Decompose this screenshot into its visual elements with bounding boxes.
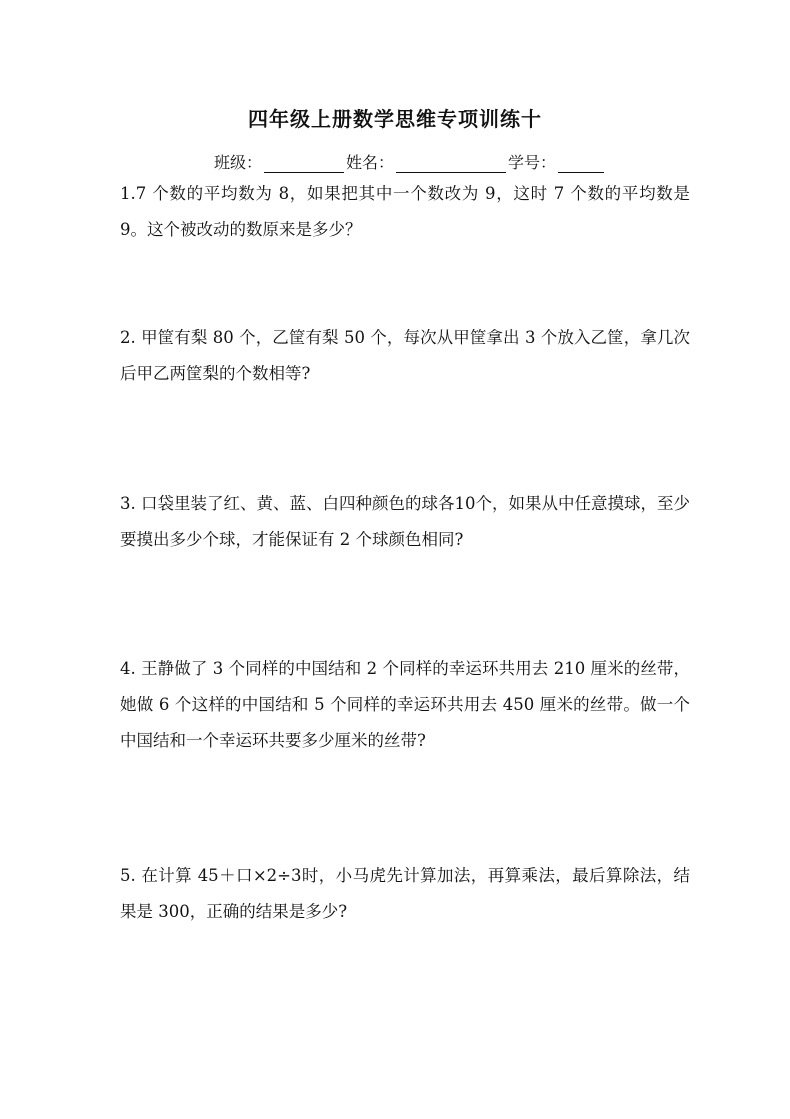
name-label: 姓名： <box>346 153 395 172</box>
question-3: 3. 口袋里装了红、黄、蓝、白四种颜色的球各10个，如果从中任意摸球，至少要摸出多少个球，才能保证有 2 个球颜色相同? <box>120 494 690 549</box>
question-1: 1.7 个数的平均数为 8，如果把其中一个数改为 9，这时 7 个数的平均数是 9。这个被改动的数原来是多少？ <box>120 184 690 239</box>
name-blank <box>396 154 506 173</box>
student-info-row <box>214 150 606 173</box>
question-4: 4. 王静做了 3 个同样的中国结和 2 个同样的幸运环共用去 210 厘米的丝带，她做 6 个这样的中国结和 5 个同样的幸运环共用去 450 厘米的丝带。做一个中国结和一个幸运环共要多少厘米的丝带? <box>120 659 690 750</box>
class-blank <box>264 154 344 173</box>
question-5: 5. 在计算 45＋口×2÷3时，小马虎先计算加法，再算乘法，最后算除法，结果是 300，正确的结果是多少? <box>120 866 690 921</box>
student-id-blank <box>558 154 604 173</box>
class-label: 班级： <box>214 153 263 172</box>
question-2: 2. 甲筐有梨 80 个，乙筐有梨 50 个，每次从甲筐拿出 3 个放入乙筐，拿几次后甲乙两筐梨的个数相等? <box>120 328 690 383</box>
worksheet-title: 四年级上册数学思维专项训练十 <box>248 107 542 131</box>
student-id-label: 学号： <box>508 153 557 172</box>
